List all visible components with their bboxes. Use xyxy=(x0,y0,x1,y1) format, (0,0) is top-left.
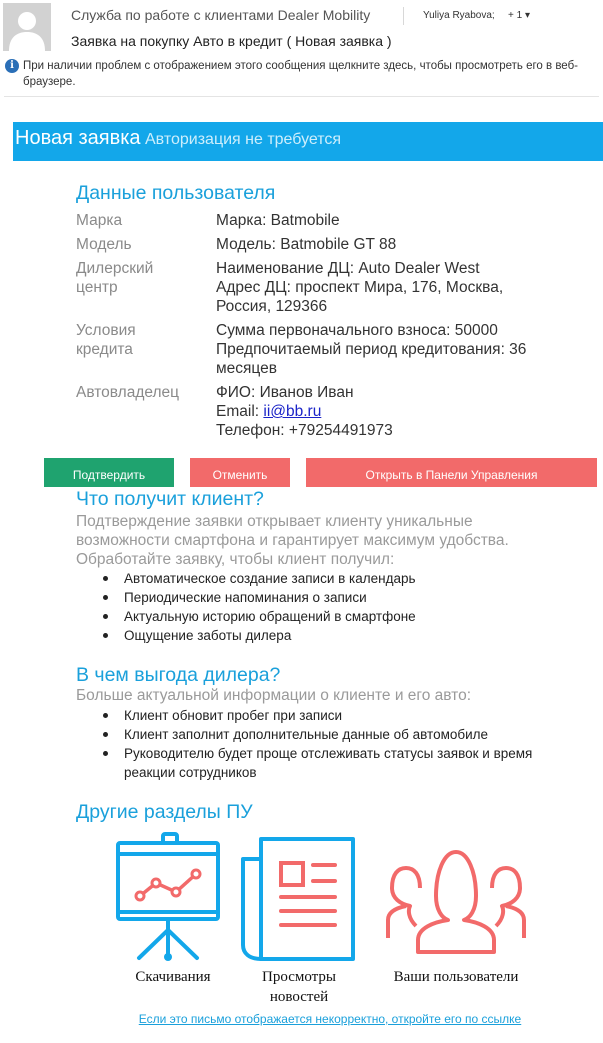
row-value: Марка: Batmobile xyxy=(216,212,340,229)
downloads-label[interactable]: Скачивания xyxy=(135,969,211,985)
owner-email xyxy=(216,402,556,421)
news-views-label[interactable]: Просмотры новостей xyxy=(262,969,336,1005)
sender-name[interactable]: Служба по работе с клиентами Dealer Mobility xyxy=(71,7,371,23)
open-panel-button[interactable]: Открыть в Панели Управления xyxy=(306,458,597,487)
row-label: Модель xyxy=(76,236,132,253)
avatar xyxy=(3,3,51,51)
dealer-name: Наименование ДЦ: Auto Dealer West xyxy=(216,260,480,277)
list-item: Клиент заполнит дополнительные данные об автомобиле xyxy=(100,725,540,744)
list-item: Клиент обновит пробег при записи xyxy=(100,706,540,725)
banner-title: Новая заявка xyxy=(15,127,141,149)
status-banner xyxy=(13,122,603,161)
row-value xyxy=(216,383,556,440)
row-label: Дилерский центр xyxy=(76,260,154,296)
email-link[interactable]: ii@bb.ru xyxy=(263,403,322,420)
owner-name: ФИО: Иванов Иван xyxy=(216,384,354,401)
your-users-label[interactable]: Ваши пользователи xyxy=(393,969,519,985)
row-label: Автовладелец xyxy=(76,384,180,401)
other-sections-heading: Другие разделы ПУ xyxy=(76,801,253,823)
row-label: Марка xyxy=(76,212,123,229)
client-benefits-heading: Что получит клиент? xyxy=(76,488,264,510)
users-icon[interactable] xyxy=(384,848,528,956)
credit-period: Предпочитаемый период кредитования: 36 месяцев xyxy=(216,341,527,377)
down-payment: Сумма первоначального взноса: 50000 xyxy=(216,322,498,339)
more-recipients-button[interactable]: + 1 ▾ xyxy=(508,10,530,21)
dealer-address: Адрес ДЦ: проспект Мира, 176, Москва, Россия, 129366 xyxy=(216,279,504,315)
list-item: Автоматическое создание записи в календарь xyxy=(100,569,540,588)
list-item: Периодические напоминания о записи xyxy=(100,588,540,607)
row-label: Условия кредита xyxy=(76,322,136,358)
email-label: Email: xyxy=(216,403,264,420)
dealer-benefits-heading: В чем выгода дилера? xyxy=(76,664,281,686)
client-benefits-list xyxy=(100,569,540,645)
presentation-chart-icon[interactable] xyxy=(113,832,223,964)
row-value xyxy=(216,259,556,316)
banner-subtitle: Авторизация не требуется xyxy=(145,131,342,148)
newspaper-icon[interactable] xyxy=(239,835,359,963)
info-bar[interactable] xyxy=(5,58,590,90)
email-header xyxy=(0,0,603,52)
dealer-benefits-text: Больше актуальной информации о клиенте и его авто: xyxy=(76,687,472,704)
header-separator xyxy=(4,96,599,97)
info-text[interactable]: При наличии проблем с отображением этого сообщения щелкните здесь, чтобы просмотреть его в веб-браузере. xyxy=(23,60,578,88)
email-subject: Заявка на покупку Авто в кредит ( Новая заявка ) xyxy=(71,33,392,49)
confirm-button[interactable]: Подтвердить xyxy=(44,458,174,487)
list-item: Руководителю будет проще отслеживать статусы заявок и время реакции сотрудников xyxy=(100,744,540,782)
header-divider xyxy=(403,7,404,25)
open-in-browser-link[interactable]: Если это письмо отображается некорректно, откройте его по ссылке xyxy=(138,1012,522,1026)
info-icon: i xyxy=(5,59,19,73)
owner-phone: Телефон: +79254491973 xyxy=(216,422,393,439)
client-benefits-text: Подтверждение заявки открывает клиенту уникальные возможности смартфона и гарантирует максимум удобства. Обработайте заявку, чтобы клиент получил: xyxy=(76,513,509,568)
row-value: Модель: Batmobile GT 88 xyxy=(216,236,397,253)
dealer-benefits-list xyxy=(100,706,540,782)
row-value xyxy=(216,321,556,378)
list-item: Ощущение заботы дилера xyxy=(100,626,540,645)
recipient[interactable]: Yuliya Ryabova; xyxy=(423,10,495,21)
list-item: Актуальную историю обращений в смартфоне xyxy=(100,607,540,626)
user-data-heading: Данные пользователя xyxy=(76,182,276,204)
person-placeholder-icon xyxy=(3,3,51,51)
cancel-button[interactable]: Отменить xyxy=(190,458,290,487)
